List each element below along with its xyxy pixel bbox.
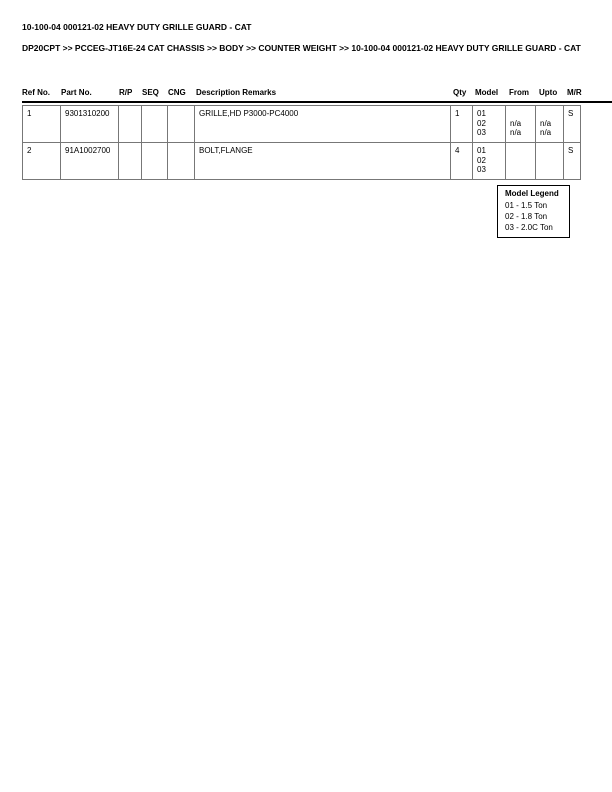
col-header-mr: M/R: [567, 88, 582, 97]
cell-ref-no: 1: [23, 106, 61, 143]
from-value: n/a: [510, 128, 522, 137]
from-value: [510, 109, 531, 119]
cell-description: GRILLE,HD P3000-PC4000: [195, 106, 451, 143]
from-value: [510, 156, 531, 166]
cell-model: [473, 106, 506, 143]
parts-table: [22, 105, 581, 180]
model-code: 02: [477, 118, 486, 128]
cell-seq: [142, 106, 168, 143]
cell-mr: S: [564, 143, 581, 180]
model-code: 03: [477, 128, 486, 137]
cell-from: [506, 143, 536, 180]
model-code: 01: [477, 146, 486, 155]
cell-ref-no: 2: [23, 143, 61, 180]
page-title: 10-100-04 000121-02 HEAVY DUTY GRILLE GUARD - CAT: [22, 22, 252, 32]
cell-qty: 1: [451, 106, 473, 143]
col-header-seq: SEQ: [142, 88, 159, 97]
cell-model: [473, 143, 506, 180]
col-header-ref-no: Ref No.: [22, 88, 50, 97]
col-header-upto: Upto: [539, 88, 558, 97]
cell-part-no: 91A1002700: [61, 143, 119, 180]
model-legend-item: 01 - 1.5 Ton: [505, 201, 548, 210]
upto-value: [540, 146, 559, 156]
col-header-description: Description Remarks: [196, 88, 277, 97]
col-header-cng: CNG: [168, 88, 186, 97]
cell-upto: [536, 106, 564, 143]
cell-qty: 4: [451, 143, 473, 180]
cell-cng: [168, 143, 195, 180]
col-header-qty: Qty: [453, 88, 467, 97]
upto-value: n/a: [540, 128, 552, 137]
table-row: [23, 143, 581, 180]
cell-seq: [142, 143, 168, 180]
from-value: [510, 165, 531, 175]
upto-value: n/a: [540, 118, 552, 128]
cell-cng: [168, 106, 195, 143]
header-divider: [22, 101, 612, 103]
upto-value: [540, 156, 559, 166]
model-legend-item: 02 - 1.8 Ton: [505, 212, 548, 221]
cell-upto: [536, 143, 564, 180]
model-code: 01: [477, 109, 486, 118]
model-code: 02: [477, 155, 486, 165]
from-value: n/a: [510, 118, 522, 128]
upto-value: [540, 165, 559, 175]
col-header-from: From: [509, 88, 529, 97]
cell-part-no: 9301310200: [61, 106, 119, 143]
upto-value: [540, 109, 559, 119]
cell-rp: [119, 143, 142, 180]
cell-description: BOLT,FLANGE: [195, 143, 451, 180]
cell-rp: [119, 106, 142, 143]
col-header-model: Model: [475, 88, 499, 97]
cell-from: [506, 106, 536, 143]
model-legend-title: Model Legend: [505, 189, 559, 198]
col-header-part-no: Part No.: [61, 88, 92, 97]
table-row: [23, 106, 581, 143]
from-value: [510, 146, 531, 156]
cell-mr: S: [564, 106, 581, 143]
breadcrumb: DP20CPT >> PCCEG-JT16E-24 CAT CHASSIS >> BODY >> COUNTER WEIGHT >> 10-100-04 000121-02 HEAVY DUTY GRILLE GUARD - CAT: [22, 43, 581, 53]
model-legend-item: 03 - 2.0C Ton: [505, 223, 553, 232]
model-code: 03: [477, 165, 486, 174]
model-legend: [497, 185, 570, 238]
col-header-rp: R/P: [119, 88, 133, 97]
